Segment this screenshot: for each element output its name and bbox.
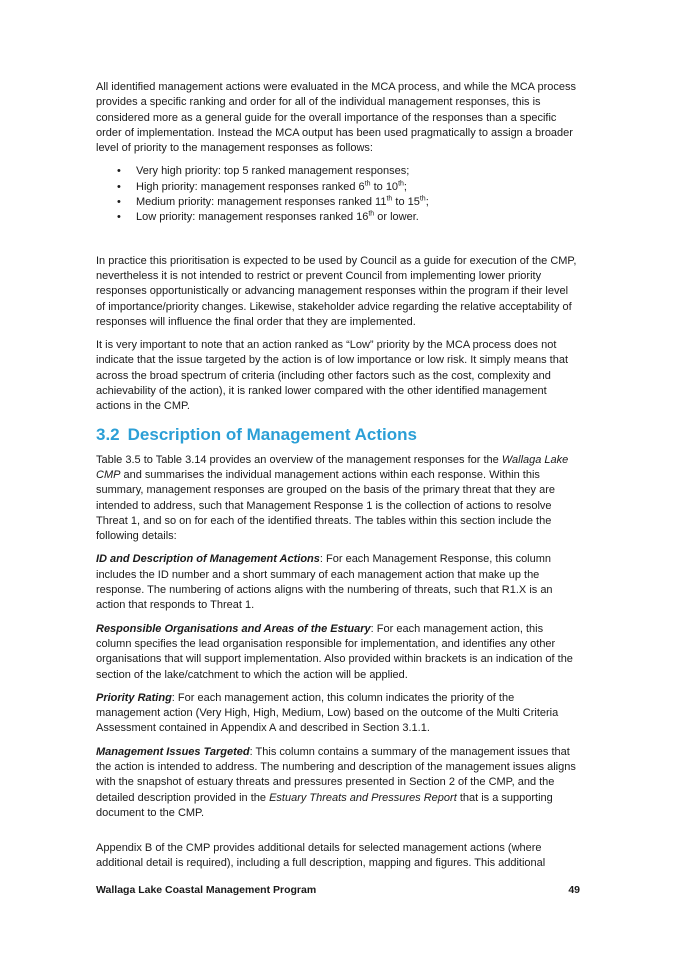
appendix-paragraph: Appendix B of the CMP provides additional details for selected management actions (where additional detail is required), including a full description, mapping and figures. This additional (96, 842, 546, 870)
intro-paragraph-3: It is very important to note that an action ranked as “Low” priority by the MCA process does not indicate that the issue targeted by the action is of low importance or low risk. It simply means that across the broad spectrum of criteria (including other factors such as the cost, complexity and achievability of the action), it is ranked lower compared with the other identified management actions in the CMP. (96, 339, 569, 413)
bullet-icon: • (117, 196, 121, 209)
bullet-icon: • (117, 165, 121, 178)
spacer (96, 829, 580, 841)
page-number: 49 (568, 884, 580, 896)
spacer (96, 226, 580, 254)
bullet-icon: • (117, 211, 121, 224)
section-number: 3.2 (96, 424, 120, 444)
list-item: • Medium priority: management responses ranked 11th to 15th; (136, 195, 580, 210)
section-title: Description of Management Actions (127, 424, 417, 444)
page-content (96, 80, 580, 880)
detail-item-id-description: ID and Description of Management Actions: For each Management Response, this column includes the ID number and a short summary of each management action that make up the response. The numbering of actions aligns with the numbering of threats, such that R1.X is an action that responds to Threat 1. (96, 553, 553, 612)
intro-paragraph-2: In practice this prioritisation is expected to be used by Council as a guide for execution of the CMP, nevertheless it is not intended to restrict or prevent Council from implementing lower priority responses opportunistically or advancing management responses within the program if their level of importance/priority changes. Likewise, stakeholder advice regarding the relative acceptability of responses will influence the final order that they are implemented. (96, 254, 577, 328)
section-paragraph-1: Table 3.5 to Table 3.14 provides an overview of the management responses for the Wallaga Lake CMP and summarises the individual management actions within each response. Within this summary, management responses are grouped on the basis of the primary threat that they are intended to address, such that Management Response 1 is the collection of actions to resolve Threat 1, and so on for each of the identified threats. The tables within this section include the following details: (96, 453, 569, 543)
intro-paragraph-1: All identified management actions were evaluated in the MCA process, and while the MCA process provides a specific ranking and order for all of the individual management responses, this is considered more as a general guide for the overall importance of the responses than a specific order of implementation. Instead the MCA output has been used pragmatically to assign a broader level of priority to the management responses as follows: (96, 81, 576, 155)
list-item: • Low priority: management responses ranked 16th or lower. (136, 210, 580, 225)
detail-item-priority-rating: Priority Rating: For each management action, this column indicates the priority of the management action (Very High, High, Medium, Low) based on the outcome of the Multi Criteria Assessment contained in Appendix A and described in Section 3.1.1. (96, 691, 559, 735)
footer-title: Wallaga Lake Coastal Management Program (96, 884, 317, 896)
bullet-icon: • (117, 180, 121, 193)
list-item: • High priority: management responses ranked 6th to 10th; (136, 180, 580, 195)
page-footer (96, 884, 580, 896)
detail-item-responsible-orgs: Responsible Organisations and Areas of the Estuary: For each management action, this column specifies the lead organisation responsible for implementation, and identifies any other organisations that will support implementation. Also provided within brackets is an indication of the section of the lake/catchment to which the action will be applied. (96, 622, 573, 681)
list-item: • Very high priority: top 5 ranked management responses; (136, 164, 580, 179)
section-heading (96, 425, 580, 445)
detail-item-issues-targeted: Management Issues Targeted: This column contains a summary of the management issues that the action is intended to address. The numbering and description of the management issues aligns with the snapshot of estuary threats and pressures presented in Section 2 of the CMP, and the detailed description provided in the Estuary Threats and Pressures Report that is a supporting document to the CMP. (96, 745, 576, 819)
priority-list (96, 164, 580, 225)
